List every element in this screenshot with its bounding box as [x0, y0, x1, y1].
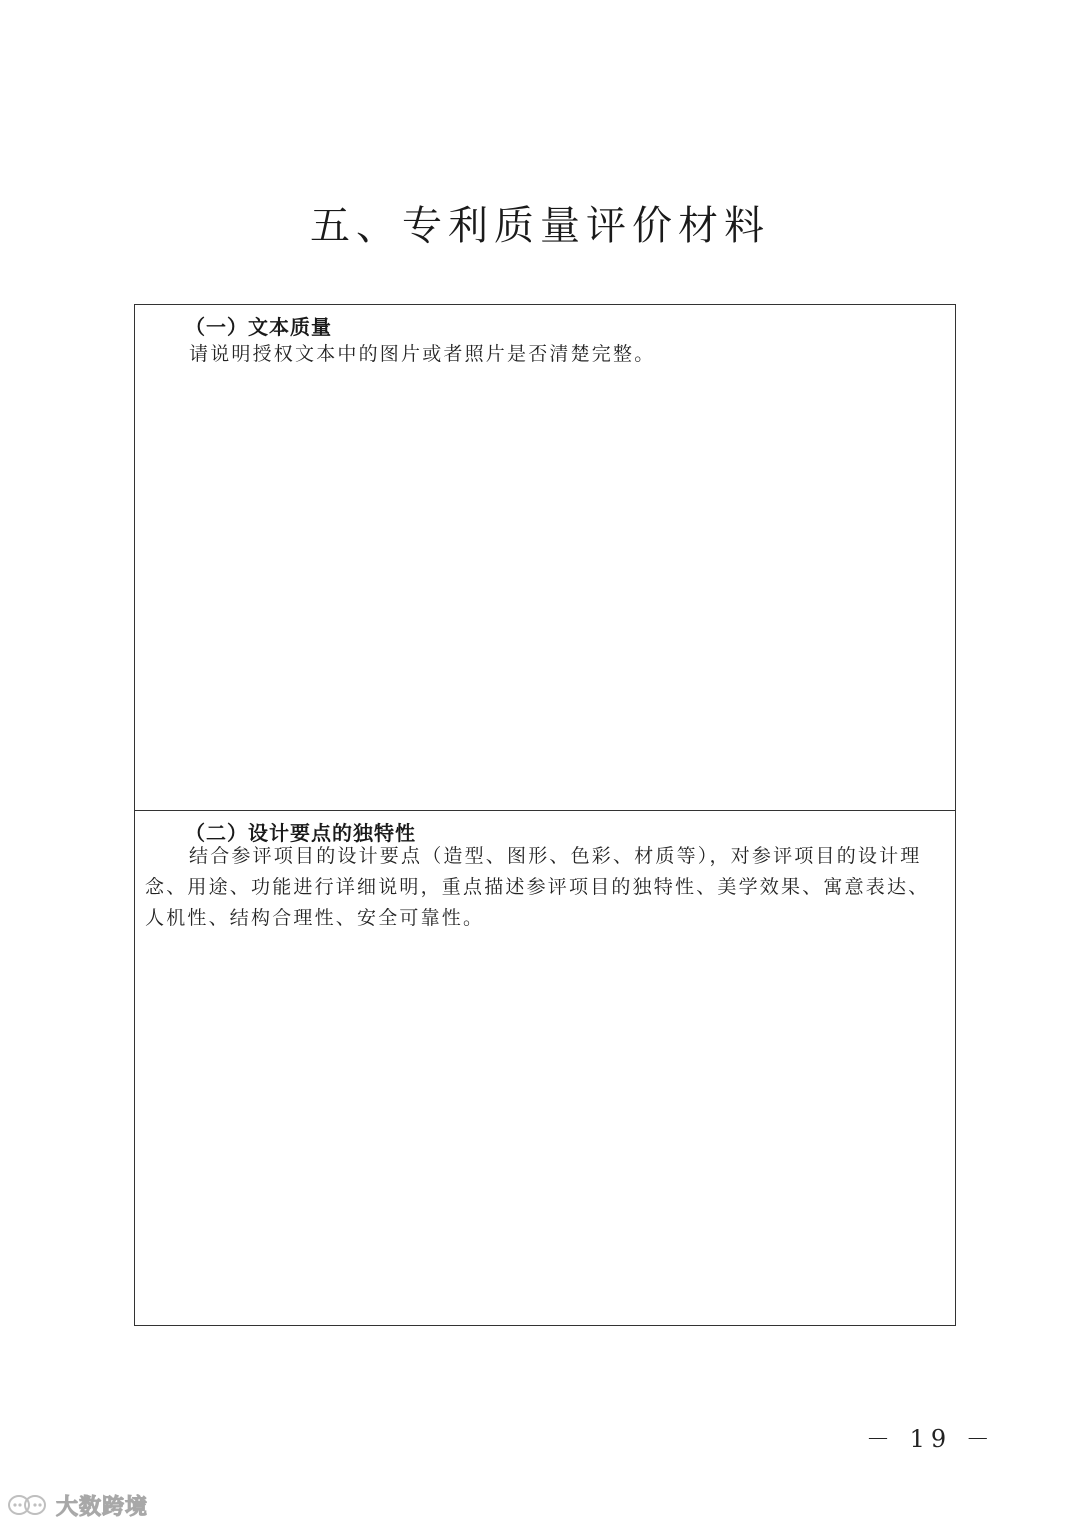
- section-body-line: 结合参评项目的设计要点（造型、图形、色彩、材质等），对参评项目的设计理: [189, 845, 922, 867]
- section-design-uniqueness: [135, 811, 955, 1325]
- section-text-quality: [135, 305, 955, 811]
- page-title: 五、专利质量评价材料: [310, 203, 770, 249]
- section-heading-design-uniqueness: （二）设计要点的独特性: [185, 821, 416, 845]
- section-body-line: 念、用途、功能进行详细说明，重点描述参评项目的独特性、美学效果、寓意表达、: [145, 876, 930, 898]
- section-heading-text-quality: （一）文本质量: [185, 315, 332, 339]
- chat-bubbles-logo-icon: [6, 1492, 52, 1518]
- section-body-line: 请说明授权文本中的图片或者照片是否清楚完整。: [189, 343, 656, 365]
- section-body-design-uniqueness: [145, 841, 945, 934]
- section-body-text-quality: [145, 339, 945, 370]
- page-number: － 19 －: [866, 1425, 996, 1453]
- watermark: [6, 1490, 148, 1520]
- watermark-text: 大数跨境: [56, 1494, 149, 1520]
- section-body-line: 人机性、结构合理性、安全可靠性。: [145, 907, 485, 929]
- evaluation-form-table: [134, 304, 956, 1326]
